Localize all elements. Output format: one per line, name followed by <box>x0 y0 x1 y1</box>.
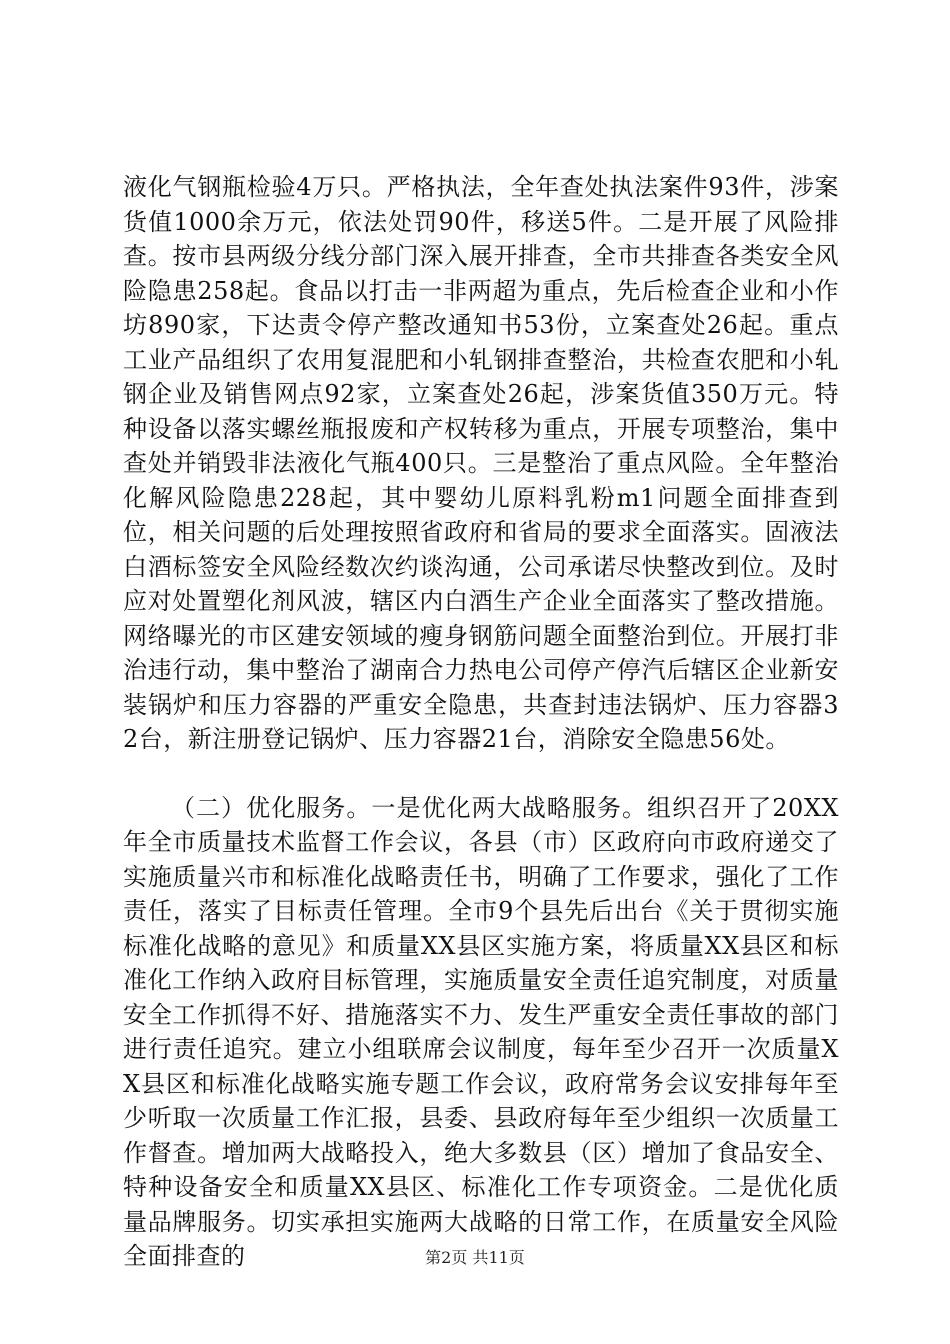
paragraph-risk-inspection: 液化气钢瓶检验4万只。严格执法，全年查处执法案件93件，涉案货值1000余万元，依法处罚90件，移送5件。二是开展了风险排查。按市县两级分线分部门深入展开排查，全市共排查各类安全风险隐患258起。食品以打击一非两超为重点，先后检查企业和小作坊890家，下达责令停产整改通知书53份，立案查处26起。重点工业产品组织了农用复混肥和小轧钢排查整治，共检查农肥和小轧钢企业及销售网点92家，立案查处26起，涉案货值350万元。特种设备以落实螺丝瓶报废和产权转移为重点，开展专项整治，集中查处并销毁非法液化气瓶400只。三是整治了重点风险。全年整治化解风险隐患228起，其中婴幼儿原料乳粉m1问题全面排查到位，相关问题的后处理按照省政府和省局的要求全面落实。固液法白酒标签安全风险经数次约谈沟通，公司承诺尽快整改到位。及时应对处置塑化剂风波，辖区内白酒生产企业全面落实了整改措施。网络曝光的市区建安领域的瘦身钢筋问题全面整治到位。开展打非治违行动，集中整治了湖南合力热电公司停产停汽后辖区企业新安装锅炉和压力容器的严重安全隐患，共查封违法锅炉、压力容器32台，新注册登记锅炉、压力容器21台，消除安全隐患56处。 <box>123 173 839 753</box>
document-body <box>123 170 839 1274</box>
paragraph-spacer <box>123 757 839 791</box>
paragraph-optimize-service: （二）优化服务。一是优化两大战略服务。组织召开了20XX年全市质量技术监督工作会议，各县（市）区政府向市政府递交了实施质量兴市和标准化战略责任书，明确了工作要求，强化了工作责任，落实了目标责任管理。全市9个县先后出台《关于贯彻实施标准化战略的意见》和质量XX县区实施方案，将质量XX县区和标准化工作纳入政府目标管理，实施质量安全责任追究制度，对质量安全工作抓得不好、措施落实不力、发生严重安全责任事故的部门进行责任追究。建立小组联席会议制度，每年至少召开一次质量XX县区和标准化战略实施专题工作会议，政府常务会议安排每年至少听取一次质量工作汇报，县委、县政府每年至少组织一次质量工作督查。增加两大战略投入，绝大多数县（区）增加了食品安全、特种设备安全和质量XX县区、标准化工作专项资金。二是优化质量品牌服务。切实承担实施两大战略的日常工作，在质量安全风险全面排查的 <box>123 793 839 1270</box>
page-number-footer: 第2页 共11页 <box>425 1248 525 1267</box>
